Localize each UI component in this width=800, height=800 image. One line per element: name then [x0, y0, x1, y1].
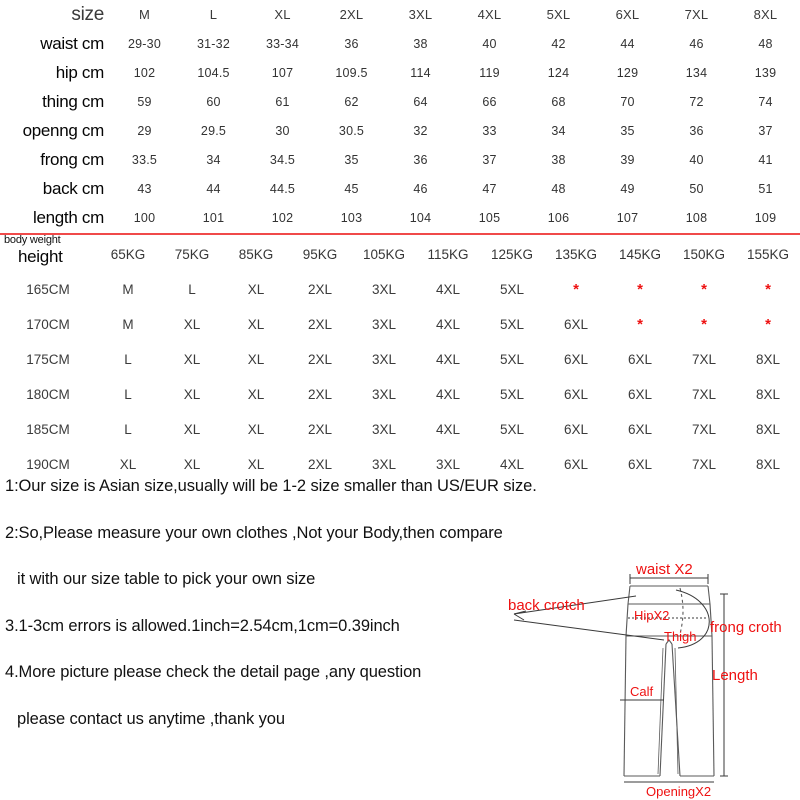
cell-165-95: 2XL — [307, 282, 333, 297]
cell-front-2xl: 35 — [344, 152, 359, 167]
cell-thigh-4xl: 66 — [482, 94, 497, 109]
note-line-6: please contact us anytime ,thank you — [17, 709, 285, 728]
cell-170-125: 5XL — [499, 317, 525, 332]
cell-length-l: 101 — [202, 210, 225, 225]
cell-170-135: 6XL — [563, 317, 589, 332]
cell-190-115: 3XL — [435, 457, 461, 472]
cell-180-155: 8XL — [755, 387, 781, 402]
cell-back-6xl: 49 — [620, 181, 635, 196]
table-row — [0, 29, 800, 58]
label-thigh: Thigh — [664, 629, 697, 644]
cell-185-150: 7XL — [691, 422, 717, 437]
cell-thigh-6xl: 70 — [620, 94, 635, 109]
row-label-thigh: thing cm — [42, 91, 104, 111]
weight-header-65kg: 65KG — [110, 246, 146, 262]
cell-175-145: 6XL — [627, 352, 653, 367]
cell-waist-4xl: 40 — [482, 36, 497, 51]
body-weight-axis-label: body weight — [4, 234, 61, 246]
label-front-crotch: frong croth — [710, 619, 782, 636]
size-header-3xl: 3XL — [408, 7, 433, 22]
cell-back-8xl: 51 — [758, 181, 773, 196]
cell-opening-3xl: 32 — [413, 123, 428, 138]
cell-length-8xl: 109 — [754, 210, 777, 225]
height-label-170cm: 170CM — [26, 317, 70, 332]
cell-165-75: L — [188, 282, 196, 297]
cell-hip-2xl: 109.5 — [335, 65, 368, 80]
pants-right-outseam — [712, 636, 714, 776]
cell-back-m: 43 — [137, 181, 152, 196]
cell-length-5xl: 106 — [547, 210, 570, 225]
cell-length-xl: 102 — [271, 210, 294, 225]
size-header-7xl: 7XL — [684, 7, 709, 22]
height-label-190cm: 190CM — [26, 457, 70, 472]
cell-170-75: XL — [183, 317, 201, 332]
table-row — [0, 87, 800, 116]
weight-header-115kg: 115KG — [427, 246, 469, 262]
weight-header-95kg: 95KG — [302, 246, 338, 262]
height-weight-header-row — [0, 236, 800, 272]
cell-175-75: XL — [183, 352, 201, 367]
table-row — [0, 116, 800, 145]
pants-left-outseam — [624, 636, 626, 776]
table-divider-rule — [0, 233, 800, 235]
size-table-corner-label: size — [71, 3, 104, 25]
size-header-xl: XL — [274, 7, 291, 22]
size-table-header-row — [0, 0, 800, 29]
cell-front-6xl: 39 — [620, 152, 635, 167]
cell-175-125: 5XL — [499, 352, 525, 367]
label-calf: Calf — [630, 684, 654, 699]
cell-waist-m: 29-30 — [128, 36, 161, 51]
weight-header-85kg: 85KG — [238, 246, 274, 262]
weight-header-150kg: 150KG — [682, 246, 726, 262]
cell-180-145: 6XL — [627, 387, 653, 402]
cell-opening-7xl: 36 — [689, 123, 704, 138]
size-header-l: L — [209, 7, 218, 22]
cell-190-150: 7XL — [691, 457, 717, 472]
cell-front-l: 34 — [206, 152, 221, 167]
table-row — [0, 272, 800, 307]
cell-165-85: XL — [247, 282, 265, 297]
cell-185-145: 6XL — [627, 422, 653, 437]
cell-opening-6xl: 35 — [620, 123, 635, 138]
cell-opening-m: 29 — [137, 123, 152, 138]
cell-170-145-unavailable: * — [637, 316, 643, 333]
cell-165-150-unavailable: * — [701, 281, 707, 298]
cell-opening-2xl: 30.5 — [338, 123, 365, 138]
cell-back-4xl: 47 — [482, 181, 497, 196]
weight-header-145kg: 145KG — [618, 246, 662, 262]
cell-190-155: 8XL — [755, 457, 781, 472]
cell-opening-xl: 30 — [275, 123, 290, 138]
cell-waist-7xl: 46 — [689, 36, 704, 51]
pants-right-waist-edge — [708, 586, 710, 604]
pants-fly-stitch — [680, 588, 683, 634]
table-row — [0, 203, 800, 232]
weight-header-75kg: 75KG — [174, 246, 210, 262]
cell-180-150: 7XL — [691, 387, 717, 402]
cell-185-105: 3XL — [371, 422, 397, 437]
cell-back-5xl: 48 — [551, 181, 566, 196]
cell-185-75: XL — [183, 422, 201, 437]
cell-165-115: 4XL — [435, 282, 461, 297]
cell-waist-3xl: 38 — [413, 36, 428, 51]
label-hip: HipX2 — [634, 608, 670, 623]
cell-front-xl: 34.5 — [269, 152, 296, 167]
cell-hip-l: 104.5 — [197, 65, 230, 80]
cell-175-150: 7XL — [691, 352, 717, 367]
pants-right-crease — [675, 648, 678, 774]
cell-175-85: XL — [247, 352, 265, 367]
cell-165-65: M — [122, 282, 134, 297]
cell-175-105: 3XL — [371, 352, 397, 367]
height-weight-size-table — [0, 236, 800, 482]
cell-length-m: 100 — [133, 210, 156, 225]
cell-opening-4xl: 33 — [482, 123, 497, 138]
cell-180-85: XL — [247, 387, 265, 402]
cell-front-4xl: 37 — [482, 152, 497, 167]
pants-diagram-svg — [508, 548, 800, 800]
cell-185-65: L — [124, 422, 132, 437]
size-header-8xl: 8XL — [753, 7, 778, 22]
cell-190-105: 3XL — [371, 457, 397, 472]
pants-left-waist-edge — [628, 586, 630, 604]
cell-front-8xl: 41 — [758, 152, 773, 167]
cell-opening-8xl: 37 — [758, 123, 773, 138]
cell-165-125: 5XL — [499, 282, 525, 297]
cell-waist-6xl: 44 — [620, 36, 635, 51]
size-header-6xl: 6XL — [615, 7, 640, 22]
cell-back-3xl: 46 — [413, 181, 428, 196]
height-label-185cm: 185CM — [26, 422, 70, 437]
cell-180-105: 3XL — [371, 387, 397, 402]
label-opening: OpeningX2 — [646, 784, 712, 799]
note-line-4: 3.1-3cm errors is allowed.1inch=2.54cm,1cm=0.39inch — [5, 616, 400, 635]
cell-170-65: M — [122, 317, 134, 332]
note-line-5: 4.More picture please check the detail page ,any question — [5, 663, 422, 681]
table-row — [0, 412, 800, 447]
table-row — [0, 174, 800, 203]
height-label-165cm: 165CM — [26, 282, 70, 297]
cell-thigh-7xl: 72 — [689, 94, 704, 109]
cell-190-75: XL — [183, 457, 201, 472]
cell-hip-3xl: 114 — [410, 65, 431, 80]
cell-thigh-8xl: 74 — [758, 94, 773, 109]
row-label-hip: hip cm — [55, 62, 104, 82]
cell-thigh-3xl: 64 — [413, 94, 428, 109]
cell-thigh-m: 59 — [137, 94, 152, 109]
cell-185-85: XL — [247, 422, 265, 437]
cell-thigh-5xl: 68 — [551, 94, 566, 109]
size-header-4xl: 4XL — [477, 7, 502, 22]
cell-front-5xl: 38 — [551, 152, 566, 167]
cell-back-7xl: 50 — [689, 181, 704, 196]
cell-180-115: 4XL — [435, 387, 461, 402]
table-row — [0, 307, 800, 342]
table-row — [0, 377, 800, 412]
label-length: Length — [712, 667, 758, 684]
cell-hip-5xl: 124 — [547, 65, 570, 80]
cell-hip-7xl: 134 — [685, 65, 708, 80]
table-row — [0, 145, 800, 174]
pants-left-hip-edge — [626, 604, 628, 636]
cell-190-95: 2XL — [307, 457, 333, 472]
cell-170-105: 3XL — [371, 317, 397, 332]
height-label-180cm: 180CM — [26, 387, 70, 402]
note-line-3: it with our size table to pick your own size — [17, 570, 316, 588]
cell-175-155: 8XL — [755, 352, 781, 367]
cell-190-125: 4XL — [499, 457, 525, 472]
pants-measurement-diagram — [508, 548, 800, 800]
cell-175-115: 4XL — [435, 352, 461, 367]
cell-170-115: 4XL — [435, 317, 461, 332]
cell-190-145: 6XL — [627, 457, 653, 472]
cell-waist-xl: 33-34 — [266, 36, 299, 51]
weight-header-135kg: 135KG — [554, 246, 598, 262]
cell-180-75: XL — [183, 387, 201, 402]
cell-180-125: 5XL — [499, 387, 525, 402]
cell-waist-5xl: 42 — [551, 36, 566, 51]
label-back-crotch: back crotch — [508, 597, 585, 614]
cell-hip-m: 102 — [133, 65, 156, 80]
cell-waist-2xl: 36 — [344, 36, 359, 51]
cell-opening-5xl: 34 — [551, 123, 566, 138]
height-weight-table-body — [0, 236, 800, 482]
cell-180-135: 6XL — [563, 387, 589, 402]
cell-175-135: 6XL — [563, 352, 589, 367]
height-weight-corner-cell — [0, 236, 96, 272]
row-label-waist: waist cm — [40, 33, 104, 53]
cell-hip-4xl: 119 — [479, 65, 500, 80]
cell-175-65: L — [124, 352, 132, 367]
row-label-back-crotch: back cm — [42, 178, 104, 198]
cell-front-7xl: 40 — [689, 152, 704, 167]
cell-back-2xl: 45 — [344, 181, 359, 196]
cell-180-65: L — [124, 387, 132, 402]
cell-185-115: 4XL — [435, 422, 461, 437]
table-row — [0, 342, 800, 377]
cell-opening-l: 29.5 — [200, 123, 227, 138]
cell-back-xl: 44.5 — [269, 181, 296, 196]
label-waist: waist X2 — [636, 561, 693, 578]
row-label-front-crotch: frong cm — [40, 149, 104, 169]
cell-180-95: 2XL — [307, 387, 333, 402]
height-axis-label: height — [18, 247, 63, 266]
size-header-m: M — [138, 7, 151, 22]
size-table-body — [0, 0, 800, 232]
cell-thigh-xl: 61 — [275, 94, 290, 109]
pants-right-inseam — [672, 644, 680, 776]
weight-header-125kg: 125KG — [490, 246, 534, 262]
cell-hip-6xl: 129 — [616, 65, 639, 80]
cell-170-95: 2XL — [307, 317, 333, 332]
cell-170-155-unavailable: * — [765, 316, 771, 333]
cell-185-125: 5XL — [499, 422, 525, 437]
cell-length-3xl: 104 — [409, 210, 432, 225]
row-label-length: length cm — [32, 207, 104, 227]
cell-length-4xl: 105 — [478, 210, 501, 225]
cell-length-7xl: 108 — [685, 210, 708, 225]
cell-front-m: 33.5 — [131, 152, 158, 167]
cell-165-135-unavailable: * — [573, 281, 579, 298]
cell-165-155-unavailable: * — [765, 281, 771, 298]
cell-front-3xl: 36 — [413, 152, 428, 167]
cell-185-135: 6XL — [563, 422, 589, 437]
cell-thigh-2xl: 62 — [344, 94, 359, 109]
cell-waist-l: 31-32 — [197, 36, 230, 51]
cell-165-105: 3XL — [371, 282, 397, 297]
cell-185-95: 2XL — [307, 422, 333, 437]
cell-190-135: 6XL — [563, 457, 589, 472]
note-line-2: 2:So,Please measure your own clothes ,Not your Body,then compare — [5, 523, 503, 542]
table-row — [0, 58, 800, 87]
cell-165-145-unavailable: * — [637, 281, 643, 298]
cell-170-150-unavailable: * — [701, 316, 707, 333]
cell-190-65: XL — [119, 457, 137, 472]
size-header-5xl: 5XL — [546, 7, 571, 22]
note-line-1: 1:Our size is Asian size,usually will be 1-2 size smaller than US/EUR size. — [5, 477, 537, 495]
size-measurement-table — [0, 0, 800, 232]
row-label-opening: openng cm — [22, 120, 104, 140]
cell-185-155: 8XL — [755, 422, 781, 437]
cell-170-85: XL — [247, 317, 265, 332]
cell-back-l: 44 — [206, 181, 221, 196]
weight-header-105kg: 105KG — [362, 246, 406, 262]
cell-190-85: XL — [247, 457, 265, 472]
back-crotch-leader-lower — [514, 620, 664, 640]
cell-length-2xl: 103 — [340, 210, 363, 225]
weight-header-155kg: 155KG — [746, 246, 790, 262]
cell-hip-8xl: 139 — [754, 65, 777, 80]
cell-175-95: 2XL — [307, 352, 333, 367]
size-header-2xl: 2XL — [339, 7, 364, 22]
cell-hip-xl: 107 — [271, 65, 294, 80]
cell-thigh-l: 60 — [206, 94, 221, 109]
cell-waist-8xl: 48 — [758, 36, 773, 51]
height-label-175cm: 175CM — [26, 352, 70, 367]
cell-length-6xl: 107 — [616, 210, 639, 225]
